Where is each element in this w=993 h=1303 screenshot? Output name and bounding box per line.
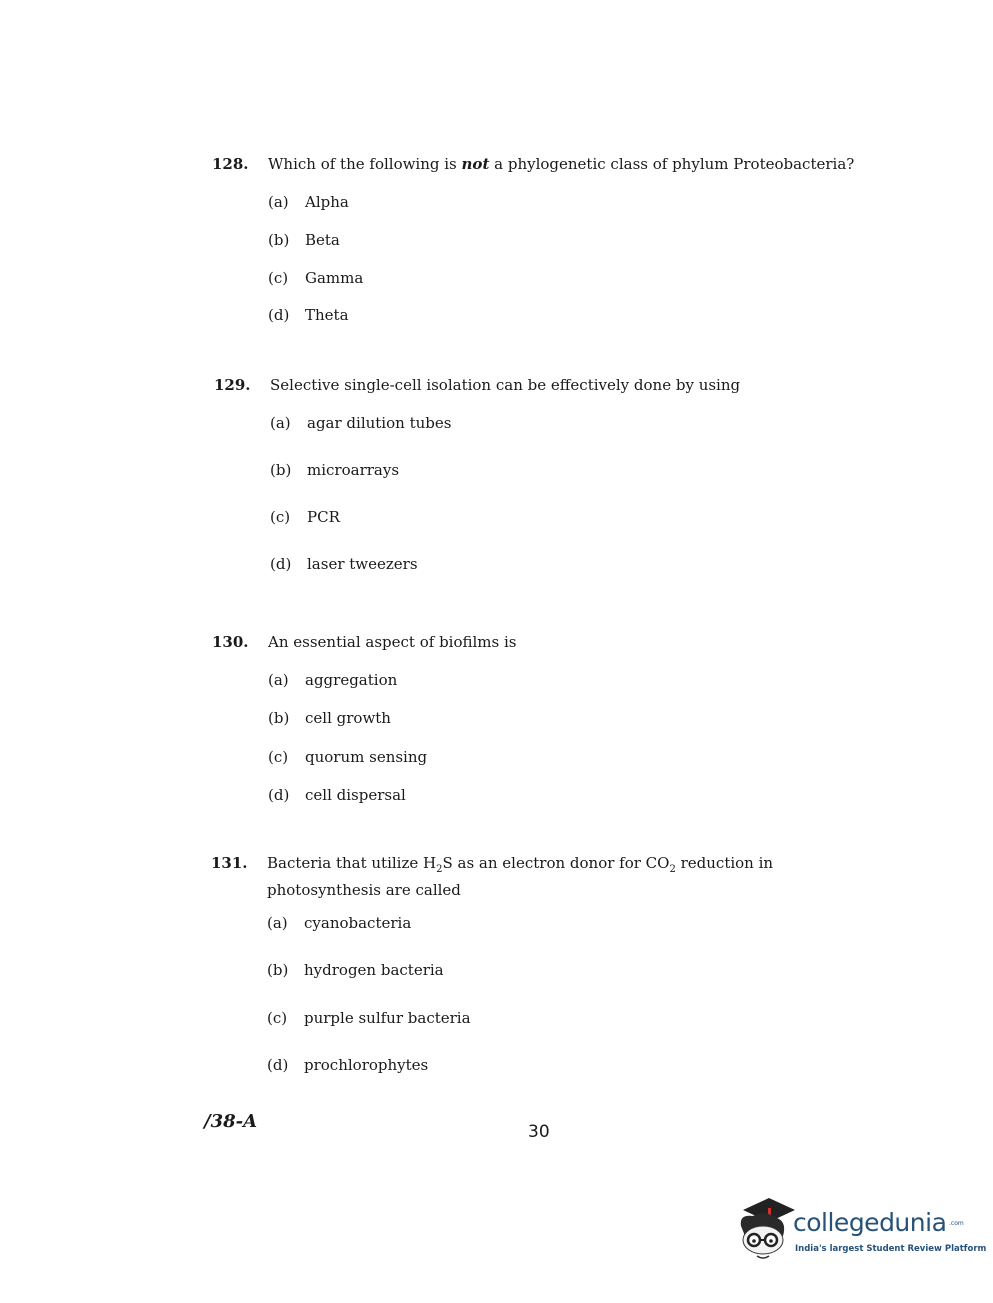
option-d[interactable]: (d) Theta [268,306,349,324]
question-text: Bacteria that utilize $H_2S$ as an electron donor for $CO_2$ reduction in photosynthesis are called [267,854,774,899]
question-text: Selective single-cell isolation can be effectively done by using [270,376,741,394]
collegedunia-logo[interactable] [735,1196,987,1268]
option-c[interactable]: (c) PCR [270,508,340,526]
emphasis-not: not [461,155,490,173]
option-b[interactable]: (b) hydrogen bacteria [267,961,444,979]
option-b[interactable]: (b) microarrays [270,461,400,479]
option-d[interactable]: (d) prochlorophytes [267,1056,429,1074]
question-number: 129. [214,376,251,394]
question-129 [214,375,894,573]
question-128 [212,154,892,324]
option-b[interactable]: (b) Beta [268,231,340,249]
question-number: 131. [211,854,248,872]
mascot-icon [735,1196,795,1266]
question-131 [211,853,891,1074]
question-stem [212,632,892,652]
option-d[interactable]: (d) laser tweezers [270,555,418,573]
option-c[interactable]: (c) Gamma [268,269,364,287]
option-d[interactable]: (d) cell dispersal [268,786,406,804]
option-a[interactable]: (a) Alpha [268,193,349,211]
question-130 [212,632,892,804]
option-a[interactable]: (a) cyanobacteria [267,914,412,932]
brand-tagline: India's largest Student Review Platform [795,1244,987,1254]
question-text: Which of the following is not a phylogenetic class of phylum Proteobacteria? [268,155,855,173]
option-a[interactable]: (a) aggregation [268,671,398,689]
question-stem [214,375,894,395]
option-b[interactable]: (b) cell growth [268,709,391,727]
booklet-code: /38-A [204,1111,258,1132]
brand-domain: .com [949,1220,964,1227]
option-c[interactable]: (c) purple sulfur bacteria [267,1009,471,1027]
page-number: 30 [528,1122,550,1142]
question-stem [211,853,891,900]
question-number: 128. [212,155,249,173]
option-a[interactable]: (a) agar dilution tubes [270,414,452,432]
brand-name: collegedunia [793,1208,947,1237]
question-number: 130. [212,633,249,651]
question-text: An essential aspect of biofilms is [268,633,517,651]
option-c[interactable]: (c) quorum sensing [268,748,428,766]
question-stem [212,154,892,174]
